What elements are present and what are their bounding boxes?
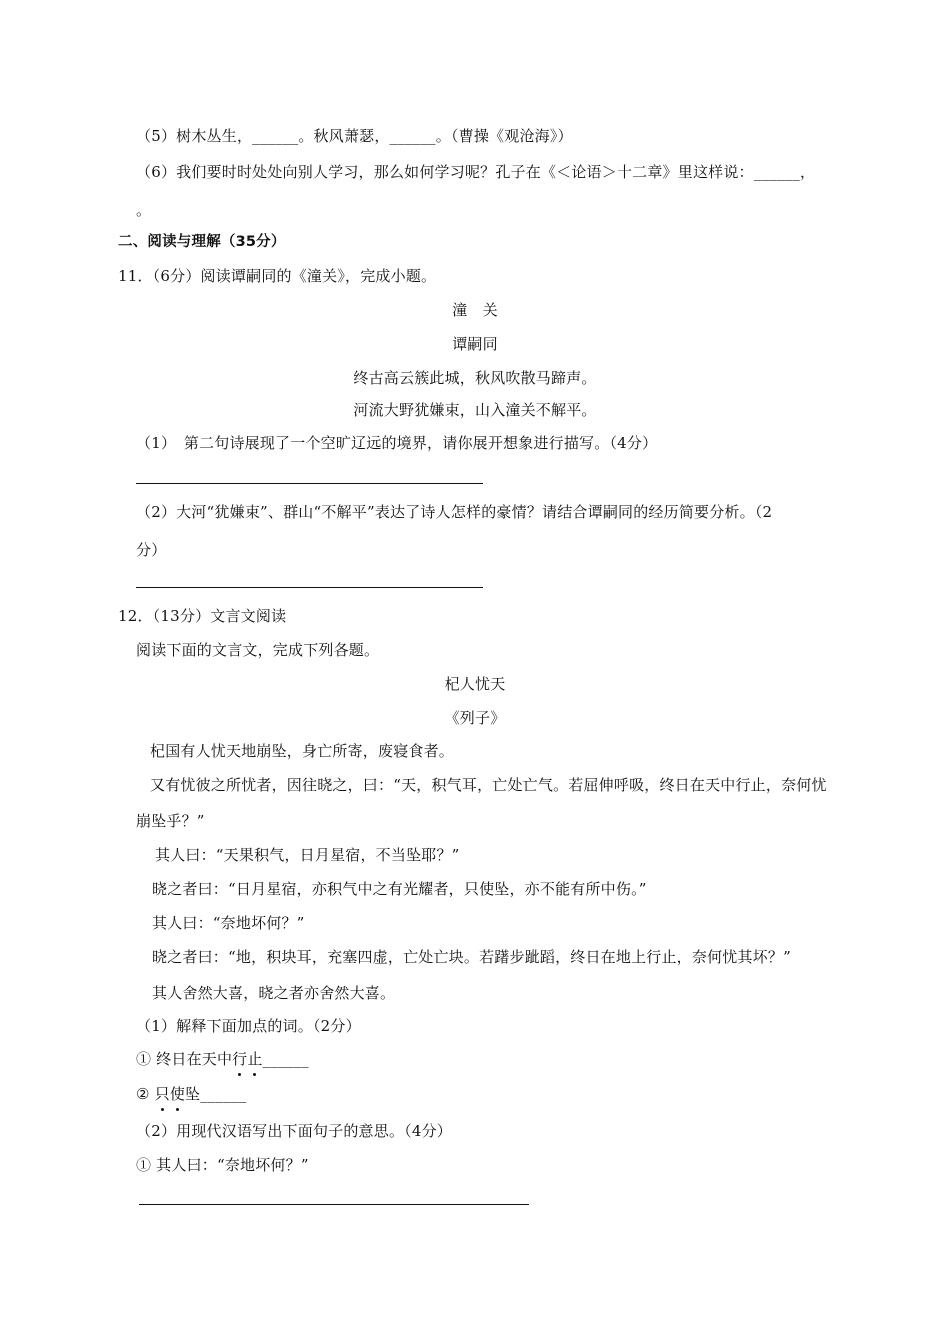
poem-author: 谭嗣同 [452,335,498,353]
passage-paragraph: 其人舍然大喜，晓之者亦舍然大喜。 [152,984,396,1002]
q12-sub2: （2）用现代汉语写出下面句子的意思。（4分） [136,1122,452,1140]
q12-intro: 12．（13分）文言文阅读 [118,607,287,625]
passage-paragraph: 又有忧彼之所忧者，因往晓之，曰：“天，积气耳，亡处亡气。若屈伸呼吸，终日在天中行止，奈何忧 [150,776,827,794]
item-text: ① 终日在天中 [136,1050,233,1068]
passage-paragraph: 杞国有人忧天地崩坠，身亡所寄，废寝食者。 [150,742,455,760]
q11-sub2-continuation: 分） [136,541,167,559]
passage-title: 杞人忧天 [444,675,506,693]
section-heading: 二、阅读与理解（35分） [118,234,286,250]
passage-paragraph-continuation: 崩坠乎？” [136,812,205,830]
answer-blank: ______ [262,1050,309,1068]
q12-sub1: （1）解释下面加点的词。（2分） [136,1017,361,1035]
q12-item-3: ① 其人曰：“奈地坏何？” [136,1156,309,1174]
item-text: ② [136,1085,155,1103]
item-text: 坠______ [185,1085,247,1103]
poem-line-1: 终古高云簇此城，秋风吹散马蹄声。 [353,369,597,387]
q5-line: （5）树木丛生，______。秋风萧瑟，______。（曹操《观沧海》） [136,127,573,145]
passage-paragraph: 晓之者曰：“日月星宿，亦积气中之有光耀者，只使坠，亦不能有所中伤。” [152,880,647,898]
passage-paragraph: 其人曰：“奈地坏何？” [152,914,305,932]
dotted-char: 使 [169,1085,186,1103]
passage-source: 《列子》 [444,709,506,727]
q6-line: （6）我们要时时处处向别人学习，那么如何学习呢？孔子在《＜论语＞十二章》里这样说：______， [136,163,816,181]
passage-paragraph: 晓之者曰：“地，积块耳，充塞四虚，亡处亡块。若躇步跐蹈，终日在地上行止，奈何忧其坏？” [152,948,791,966]
answer-line [136,483,483,484]
poem-line-2: 河流大野犹嫌束，山入潼关不解平。 [353,401,597,419]
q12-item-1 [136,1049,309,1069]
dotted-char: 止 [247,1050,263,1068]
q11-sub2: （2）大河“犹嫌束”、群山“不解平”表达了诗人怎样的豪情？请结合谭嗣同的经历简要分析。（2 [136,503,773,521]
passage-paragraph: 其人曰：“天果积气，日月星宿，不当坠耶？” [155,846,460,864]
q6-continuation: 。 [136,201,152,219]
q12-instruction: 阅读下面的文言文，完成下列各题。 [136,641,380,659]
dotted-char: 只 [154,1085,170,1103]
dotted-char: 行 [232,1050,248,1068]
q11-intro: 11．（6分）阅读谭嗣同的《潼关》，完成小题。 [118,267,437,285]
q12-item-2 [136,1084,246,1104]
answer-line [139,1204,529,1205]
q11-sub1: （1） 第二句诗展现了一个空旷辽远的境界，请你展开想象进行描写。（4分） [136,434,658,452]
answer-line [136,587,483,588]
poem-title: 潼 关 [452,301,498,319]
